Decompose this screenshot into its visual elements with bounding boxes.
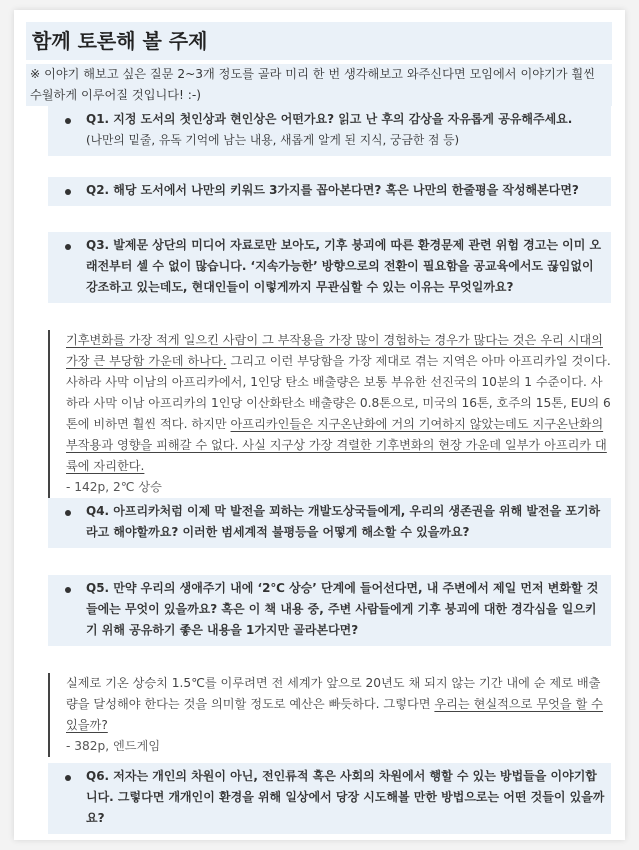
- page-title: 함께 토론해 볼 주제: [26, 22, 612, 60]
- quote-underlined-text: 우리는 현실적으로 무엇을 할 수 있을까?: [66, 697, 603, 732]
- question-q6: [48, 763, 611, 834]
- question-text: Q3. 발제문 상단의 미디어 자료로만 보아도, 기후 붕괴에 따른 환경문제 관련 위험 경고는 이미 오래전부터 셀 수 없이 많습니다. ‘지속가능한’ 방향으로의 전환이 필요함을 공교육에서도 끊임없이 강조하고 있는데도, 현대인들이 이렇게까지 무관심할 수 있는 이유는 무엇일까요?: [86, 238, 602, 294]
- notice-text: [26, 64, 612, 106]
- bullet-icon: [65, 775, 71, 781]
- question-subtext: (나만의 밑줄, 유독 기억에 남는 내용, 새롭게 알게 된 지식, 궁금한 점 등): [86, 133, 460, 147]
- quote-underlined-text: 기후변화를 가장 적게 일으킨 사람이 그 부작용을 가장 많이 경험하는 경우가 많다는 것은 우리 시대의 가장 큰 부당함 가운데 하나다.: [66, 333, 603, 368]
- quote-source: - 382p, 엔드게임: [66, 739, 161, 753]
- quote-underlined-text: 아프리카인들은 지구온난화에 거의 기여하지 않았는데도 지구온난화의 부작용과 영향을 피해갈 수 없다. 사실 지구상 가장 격렬한 기후변화의 현장 가운데 일부가 아프리카 대륙에 자리한다.: [66, 417, 607, 473]
- question-text: Q5. 만약 우리의 생애주기 내에 ‘2℃ 상승’ 단계에 들어선다면, 내 주변에서 제일 먼저 변화할 것들에는 무엇이 있을까요? 혹은 이 책 내용 중, 주변 사람들에게 기후 붕괴에 대한 경각심을 일으키기 위해 공유하기 좋은 내용을 1가지만 골라본다면?: [86, 581, 599, 637]
- question-text: Q6. 저자는 개인의 차원이 아닌, 전인류적 혹은 사회의 차원에서 행할 수 있는 방법들을 이야기합니다. 그렇다면 개개인이 환경을 위해 일상에서 당장 시도해볼 만한 방법으로는 어떤 것들이 있을까요?: [86, 769, 605, 825]
- question-q1: [48, 106, 611, 156]
- quote-block-1: [48, 330, 611, 498]
- bullet-icon: [65, 510, 71, 516]
- quote-text: 실제로 기온 상승치 1.5℃를 이루려면 전 세계가 앞으로 20년도 채 되지 않는 기간 내에 순 제로 배출량을 달성해야 한다는 것을 의미할 정도로 예산은 빠듯하다. 그렇다면: [66, 676, 601, 711]
- bullet-icon: [65, 587, 71, 593]
- bullet-icon: [65, 118, 71, 124]
- document-page: [14, 10, 625, 840]
- question-text: Q4. 아프리카처럼 이제 막 발전을 꾀하는 개발도상국들에게, 우리의 생존권을 위해 발전을 포기하라고 해야할까요? 이러한 범세계적 불평등을 어떻게 해소할 수 있을까요?: [86, 504, 601, 539]
- question-text: Q2. 해당 도서에서 나만의 키워드 3가지를 꼽아본다면? 혹은 나만의 한줄평을 작성해본다면?: [86, 183, 579, 197]
- quote-text: 그리고 이런 부당함을 가장 제대로 겪는 지역은 아마 아프리카일 것이다. 사하라 사막 이남의 아프리카에서, 1인당 탄소 배출량은 보통 부유한 선진국의 10분의 1 수준이다. 사하라 사막 이남 아프리카의 1인당 이산화탄소 배출량은 0.8톤으로, 미국의 16톤, 호주의 15톤, EU의 6톤에 비하면 훨씬 적다. 하지만: [66, 354, 611, 431]
- quote-source: - 142p, 2℃ 상승: [66, 480, 162, 494]
- bullet-icon: [65, 244, 71, 250]
- question-q3: [48, 232, 611, 303]
- question-text: Q1. 지정 도서의 첫인상과 현인상은 어떤가요? 읽고 난 후의 감상을 자유롭게 공유해주세요.: [86, 112, 573, 126]
- quote-block-2: [48, 673, 611, 757]
- bullet-icon: [65, 189, 71, 195]
- question-q2: [48, 177, 611, 206]
- notice-line: ※ 이야기 해보고 싶은 질문 2~3개 정도를 골라 미리 한 번 생각해보고 와주신다면 모임에서 이야기가 훨씬 수월하게 이루어질 것입니다! :-): [30, 67, 595, 102]
- question-q4: [48, 498, 611, 548]
- question-q5: [48, 575, 611, 646]
